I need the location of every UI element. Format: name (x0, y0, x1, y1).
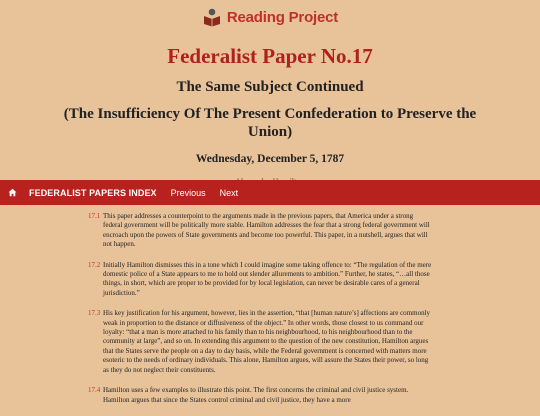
book-reader-icon (202, 7, 222, 27)
publication-date: Wednesday, December 5, 1787 (195, 153, 345, 165)
paragraph (88, 261, 433, 299)
paper-content (88, 212, 433, 416)
paragraph (88, 386, 433, 405)
logo-text: Reading Project (226, 8, 339, 26)
home-button[interactable] (2, 180, 22, 205)
paragraph (88, 309, 433, 375)
paragraph-text: Initially Hamilton dismisses this in a tone which I could imagine some taking offence to: “The regulation of the mere domestic police of a State appears to me to hold out slender allurements to ambition.” Further, he states, “…all those things, in short, which are proper to be provided for by local legislation, can never be desirable cares of a general jurisdiction.” (103, 260, 432, 297)
page-subtitle-secondary: (The Insufficiency Of The Present Confederation to Preserve the Union) (63, 106, 477, 140)
paragraph-number: 17.3 (88, 309, 101, 318)
paragraph-text: His key justification for his argument, however, lies in the assertion, “that [human nature’s] affections are commonly weak in proportion to the distance or diffusiveness of the object.” In other words, those closest to us command our loyalty: “that a man is more attached to his family than to his neighbourhood, to his neighbourhood than to the community at large”, and so on. In extending this argument to the question of the new constitution, Hamilton argues that the States serve the people on a day to day basis, while the Federal government is concerned with matters more esoteric to the needs of ordinary individuals. This alone, Hamilton argues, will assure the States their power, so long as they do not neglect their constituents. (103, 309, 431, 374)
page-title: Federalist Paper No.17 (167, 44, 373, 68)
paper-header (0, 44, 540, 186)
nav-previous[interactable]: Previous (170, 187, 206, 198)
navigation-bar (0, 180, 540, 205)
nav-next[interactable]: Next (219, 187, 239, 198)
paragraph-text: Hamilton uses a few examples to illustrate this point. The first concerns the criminal and civil justice system. Hamilton argues that since the States control criminal and civil justice, they have a more (103, 386, 409, 404)
paragraph (88, 212, 433, 250)
nav-federalist-index[interactable]: FEDERALIST PAPERS INDEX (29, 187, 157, 198)
site-logo[interactable] (0, 0, 540, 34)
page-subtitle: The Same Subject Continued (176, 79, 364, 95)
paragraph-number: 17.1 (88, 212, 101, 220)
paragraph-number: 17.4 (88, 386, 101, 395)
paragraph-number: 17.2 (88, 260, 101, 269)
paragraph-text: This paper addresses a counterpoint to the arguments made in the previous papers, that America under a strong federal government will be politically more stable. Hamilton addresses the fear that a strong federal government will encroach upon the powers of State governments and become too powerful. This paper, in a nutshell, argues that will not happen. (103, 212, 430, 249)
home-icon (8, 188, 17, 197)
